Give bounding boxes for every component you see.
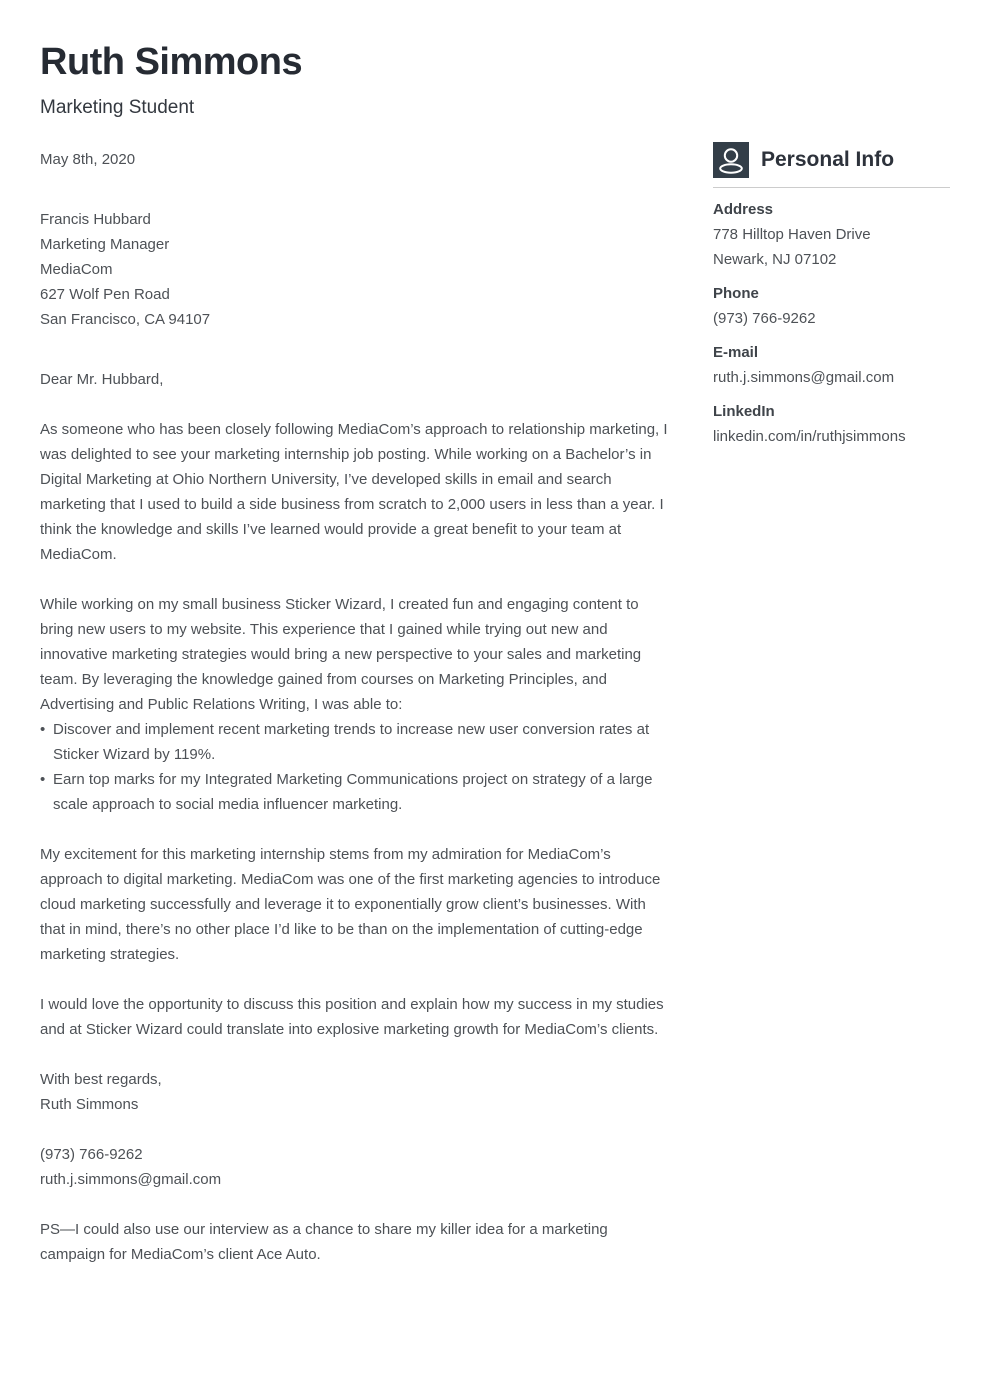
recipient-name: Francis Hubbard [40, 211, 151, 228]
person-icon [713, 142, 749, 178]
list-item: • Earn top marks for my Integrated Marketing Communications project on strategy of a large scale approach to social media influencer marketing. [40, 767, 672, 817]
info-value: ruth.j.simmons@gmail.com [713, 369, 895, 386]
paragraph-motivation: My excitement for this marketing internship stems from my admiration for MediaCom’s approach to digital marketing. MediaCom was one of the first marketing agencies to introduce cloud marketing successfully and leverage it to exponentially grow client’s businesses. With that in mind, there’s no other place I’d like to be than on the implementation of cutting-edge marketing strategies. [40, 846, 661, 963]
signature-email: ruth.j.simmons@gmail.com [40, 1171, 222, 1188]
recipient-block [40, 207, 672, 332]
letter-body-column [40, 40, 672, 1267]
info-label: E-mail [713, 344, 759, 361]
info-value: (973) 766-9262 [713, 310, 816, 327]
achievement-list [40, 717, 672, 817]
info-value: 778 Hilltop Haven Drive [713, 226, 871, 243]
salutation: Dear Mr. Hubbard, [40, 371, 164, 388]
personal-info-sidebar [713, 142, 950, 449]
paragraph-intro: As someone who has been closely following MediaCom’s approach to relationship marketing, I was delighted to see your marketing internship job posting. While working on a Bachelor’s in Digital Marketing at Ohio Northern University, I’ve developed skills in email and search marketing that I used to build a side business from scratch to 2,000 users in less than a year. I think the knowledge and skills I’ve learned would provide a great benefit to your team at MediaCom. [40, 421, 668, 563]
info-group-email [713, 340, 950, 390]
recipient-company: MediaCom [40, 261, 113, 278]
paragraph-experience: While working on my small business Sticker Wizard, I created fun and engaging content to bring new users to my website. This experience that I gained while trying out new and innovative marketing strategies would bring a new perspective to your sales and marketing team. By leveraging the knowledge gained from courses on Marketing Principles, and Advertising and Public Relations Writing, I was able to: [40, 596, 642, 713]
signoff-block [40, 1067, 672, 1117]
sidebar-heading: Personal Info [761, 148, 895, 171]
info-group-address [713, 197, 950, 272]
info-group-phone [713, 281, 950, 331]
job-title-subtitle: Marketing Student [40, 97, 195, 118]
recipient-role: Marketing Manager [40, 236, 170, 253]
info-group-linkedin [713, 399, 950, 449]
info-label: Address [713, 201, 774, 218]
letter-date: May 8th, 2020 [40, 151, 136, 168]
info-value: linkedin.com/in/ruthjsimmons [713, 428, 906, 445]
recipient-street: 627 Wolf Pen Road [40, 286, 170, 303]
signature-phone: (973) 766-9262 [40, 1146, 143, 1163]
list-item: • Discover and implement recent marketing trends to increase new user conversion rates at Sticker Wizard by 119%. [40, 717, 672, 767]
postscript: PS—I could also use our interview as a chance to share my killer idea for a marketing campaign for MediaCom’s client Ace Auto. [40, 1221, 608, 1263]
signoff-name: Ruth Simmons [40, 1096, 139, 1113]
recipient-city: San Francisco, CA 94107 [40, 311, 211, 328]
signoff-phrase: With best regards, [40, 1071, 162, 1088]
paragraph-call-to-action: I would love the opportunity to discuss this position and explain how my success in my studies and at Sticker Wizard could translate into explosive marketing growth for MediaCom’s clients. [40, 996, 664, 1038]
signature-contact-block [40, 1142, 672, 1192]
info-label: LinkedIn [713, 403, 775, 420]
sidebar-header [713, 142, 950, 188]
info-label: Phone [713, 285, 759, 302]
page-title: Ruth Simmons [40, 41, 303, 83]
info-value: Newark, NJ 07102 [713, 251, 837, 268]
